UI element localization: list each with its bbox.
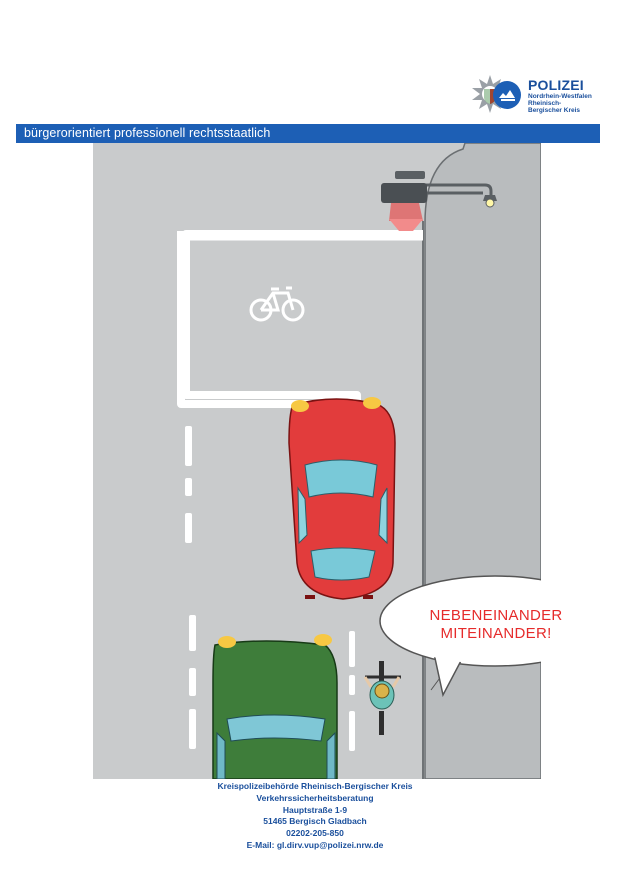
footer-city: 51465 Bergisch Gladbach — [263, 816, 367, 827]
bike-lane-markings — [349, 631, 355, 751]
road-illustration — [93, 143, 541, 779]
nrw-badge-icon — [492, 80, 522, 110]
speech-bubble-text — [386, 607, 606, 643]
speech-line-1: NEBENEINANDER — [429, 607, 563, 624]
police-logo — [470, 74, 600, 118]
motto-banner: bürgerorientiert professionell rechtsstaatlich — [16, 124, 600, 143]
footer-department: Verkehrssicherheitsberatung — [256, 792, 374, 803]
road-scene — [93, 143, 541, 779]
red-car — [289, 397, 395, 599]
logo-title: POLIZEI — [528, 77, 584, 93]
footer-street: Hauptstraße 1-9 — [282, 804, 348, 815]
footer-phone: 02202-205-850 — [286, 828, 344, 839]
speech-line-2: MITEINANDER! — [440, 625, 552, 642]
contact-footer — [160, 781, 470, 852]
footer-authority: Kreispolizeibehörde Rheinisch-Bergischer Kreis — [217, 781, 413, 791]
green-car — [213, 634, 337, 779]
logo-subtitle-2: Rheinisch- — [528, 100, 562, 107]
logo-subtitle-1: Nordrhein-Westfalen — [528, 93, 592, 100]
footer-email-link[interactable]: E-Mail: gl.dirv.vup@polizei.nrw.de — [246, 839, 384, 850]
logo-subtitle-3: Bergischer Kreis — [528, 107, 581, 114]
